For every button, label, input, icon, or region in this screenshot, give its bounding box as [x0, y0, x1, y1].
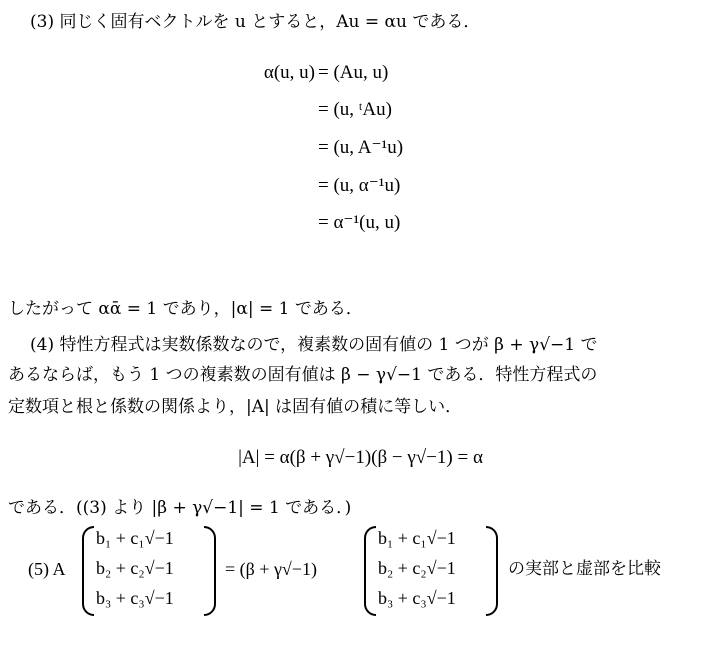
vector-entry: b₃ + c₃√−1: [96, 588, 174, 608]
equation-row: [0, 62, 721, 86]
paragraph-4-line-1-text: (4) 特性方程式は実数係数なので，複素数の固有値の 1 つが β + γ√−1 で: [30, 335, 598, 355]
paragraph-4-line-1: [30, 335, 598, 355]
equation-rhs: = (u, α⁻¹u): [318, 175, 401, 196]
paragraph-5-middle: [225, 559, 317, 580]
vector-entry: b₂ + c₂√−1: [378, 558, 456, 578]
paragraph-5-suffix: [508, 559, 661, 579]
vector-left: [82, 526, 216, 616]
equation-rhs: = (u, A⁻¹u): [318, 137, 404, 158]
equation-rhs: = (Au, u): [318, 62, 389, 83]
left-paren: [364, 526, 376, 616]
paragraph-5-suffix-text: の実部と虚部を比較: [508, 559, 661, 579]
paragraph-4-line-2: [8, 365, 597, 385]
paragraph-5-label-text: (5) A: [28, 559, 66, 579]
equation-row: [0, 175, 721, 199]
paragraph-3: [30, 12, 480, 32]
equation-row: [0, 212, 721, 236]
equation-4: [0, 447, 721, 469]
right-paren: [204, 526, 216, 616]
equation-rhs: = α⁻¹(u, u): [318, 212, 401, 233]
equation-lhs: α(u, u): [263, 62, 315, 83]
equation-rhs: = (u, ᵗAu): [318, 99, 392, 120]
conclusion-4: [8, 498, 351, 518]
equation-row: [0, 99, 721, 123]
paragraph-3-text: (3) 同じく固有ベクトルを u とすると，Au = αu である．: [30, 12, 481, 32]
left-paren: [82, 526, 94, 616]
conclusion-3-text: したがって αᾱ = 1 であり，|α| = 1 である．: [8, 299, 363, 319]
paragraph-4-line-2-text: あるならば，もう 1 つの複素数の固有値は β − γ√−1 である．特性方程式の: [8, 365, 598, 385]
conclusion-3: [8, 299, 363, 319]
vector-entry: b₂ + c₂√−1: [96, 558, 174, 578]
equation-row: [0, 137, 721, 161]
paragraph-5-middle-text: = (β + γ√−1): [225, 559, 317, 579]
paragraph-4-line-3: [8, 397, 462, 417]
paragraph-4-line-3-text: 定数項と根と係数の関係より，|A| は固有値の積に等しい．: [8, 397, 463, 417]
vector-entry: b₃ + c₃√−1: [378, 588, 456, 608]
paragraph-5-label: [28, 559, 66, 580]
right-paren: [486, 526, 498, 616]
conclusion-4-text: である．((3) より |β + γ√−1| = 1 である．): [8, 498, 352, 518]
equation-4-text: |A| = α(β + γ√−1)(β − γ√−1) = α: [238, 447, 483, 468]
vector-entry: b₁ + c₁√−1: [96, 528, 174, 548]
vector-entry: b₁ + c₁√−1: [378, 528, 456, 548]
vector-right: [364, 526, 498, 616]
